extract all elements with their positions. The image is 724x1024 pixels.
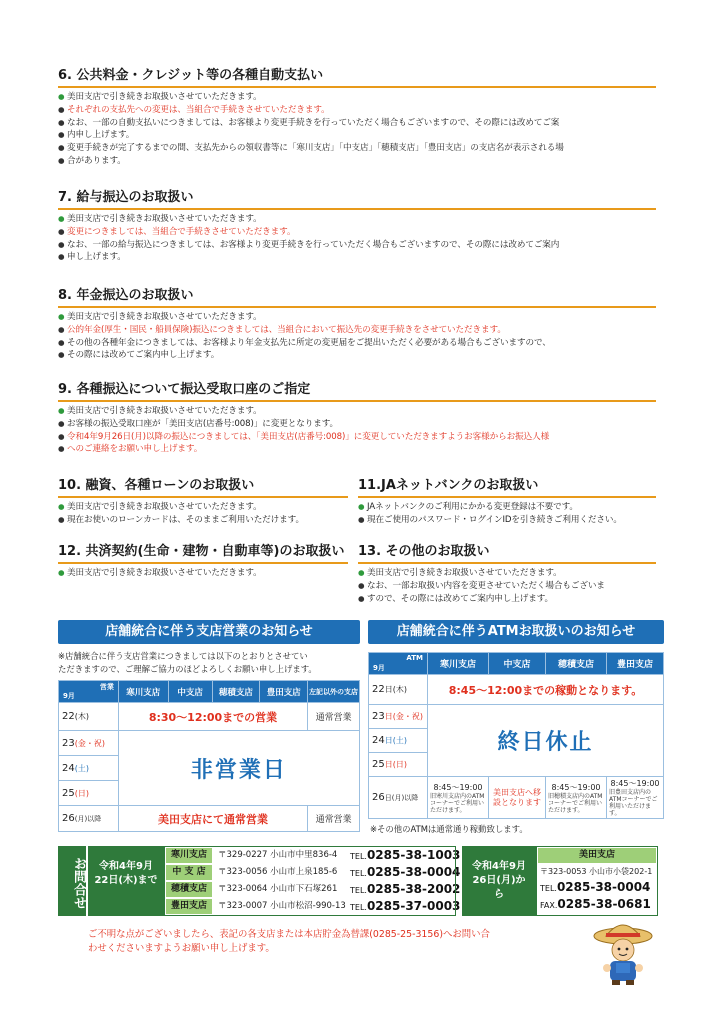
contact-period-2: 令和4年9月26日(月)から (462, 846, 536, 916)
section-7-title: 7. 給与振込のお取扱い (58, 186, 656, 210)
branch-notice-banner: 店舗統合に伴う支店営業のお知らせ (58, 620, 360, 644)
branch-notice-note (58, 650, 364, 675)
day-cell (369, 753, 428, 777)
section-13-title: 13. その他のお取扱い (358, 540, 656, 564)
closing-line-1: ご不明な点がございましたら、表記の各支店または本店貯金為替課(0285-25-3156)へお問い合 (88, 929, 490, 940)
list-item: ● 現在ご使用のパスワード・ログインIDを引き続きご利用ください。 (358, 514, 656, 527)
list-item: ● 変更につきましては、当組合で手続きさせていただきます。 (58, 226, 656, 239)
atm-cell-samukawa (428, 777, 489, 819)
header-cell: 穂積支店 (212, 681, 260, 703)
section-13 (358, 540, 656, 605)
contact-border (164, 846, 456, 916)
list-item-cont (58, 251, 656, 264)
section-9-title: 9. 各種振込について振込受取口座のご指定 (58, 378, 656, 402)
day-week: (木) (74, 712, 89, 721)
day-week: 日(日) (384, 760, 407, 769)
day-week: 日(月)以降 (384, 794, 419, 802)
normal-cell: 通常営業 (308, 806, 360, 832)
list-item: ● それぞれの支払先への変更は、当組合で手続きさせていただきます。 (58, 104, 656, 117)
list-item-text: 内申し上げます。 (67, 130, 135, 141)
list-item: ● 美田支店で引き続きお取扱いさせていただきます。 (58, 91, 656, 104)
section-7 (58, 186, 656, 264)
row22-text: 8:45〜12:00までの稼動となります。 (428, 675, 664, 705)
day-week: (土) (74, 763, 89, 773)
atm-cell-toyoda (607, 777, 664, 819)
note-line-1: ※店舗統合に伴う支店営業につきましては以下のとおりとさせてい (58, 651, 308, 661)
branch-schedule-table (58, 680, 360, 832)
branch-name: 寒川支店 (166, 848, 212, 863)
tel-label: TEL. (350, 852, 367, 861)
branch-name: 中 支 店 (166, 865, 212, 880)
contact-period-1: 令和4年9月22日(木)まで (88, 846, 164, 916)
atm-cell-hozumi (545, 777, 606, 819)
branch-address: 〒323-0056 小山市上泉185-6 (218, 867, 338, 877)
list-item: ● なお、一部の自動支払いにつきましては、お客様より変更手続きを行っていただく場合もございますので、その際には改めてご案 (58, 117, 656, 130)
corner-cell (369, 653, 428, 675)
list-item-cont (58, 443, 656, 456)
list-item: ● その他の各種年金につきましては、お客様より年金支払先に所定の変更届をご提出いただく必要がある場合もございますので、 (58, 337, 656, 350)
atm-time: 8:45〜19:00 (610, 779, 660, 788)
day-num: 23 (62, 737, 75, 749)
list-item: ● なお、一部の給与振込につきましては、お客様より変更手続きを行っていただく場合もございますので、その際には改めてご案内 (58, 239, 656, 252)
corner-top: ATM (406, 654, 423, 662)
tel-number: 0285-38-0004 (556, 880, 651, 894)
contact-side-label: お問合せ (58, 846, 86, 916)
day-num: 25 (372, 759, 385, 770)
list-item: ● 公的年金(厚生・国民・船員保険)振込につきましては、当組合において振込先の変更手続きをさせていただきます。 (58, 324, 656, 337)
atm-time: 8:45〜19:00 (551, 782, 601, 792)
section-11 (358, 474, 656, 527)
closing-line-2: わせくださいますようお願い申し上げます。 (88, 943, 275, 954)
list-item: ● なお、一部お取扱い内容を変更させていただく場合もございま (358, 580, 656, 593)
list-item-cont (58, 129, 656, 142)
row22-text: 8:30〜12:00までの営業 (118, 703, 307, 731)
section-10 (58, 474, 348, 527)
day-week: 日(土) (384, 736, 407, 745)
closed-cell: 終日休止 (428, 705, 664, 777)
atm-time: 8:45〜19:00 (433, 782, 483, 792)
corner-bottom: 9月 (63, 692, 75, 700)
tel-label: TEL. (350, 869, 367, 878)
fax-number: 0285-38-0681 (557, 897, 651, 911)
list-item: ● 美田支店で引き続きお取扱いさせていただきます。 (58, 501, 348, 514)
day-cell (59, 756, 119, 781)
branch-name: 穂積支店 (166, 882, 212, 897)
header-cell: 寒川支店 (118, 681, 168, 703)
corner-top: 営業 (99, 683, 114, 691)
note-line-2: ただきますので、ご理解ご協力のほどよろしくお願い申し上げます。 (58, 663, 317, 674)
tel-number: 0285-38-1003 (366, 848, 461, 862)
branch-address: 〒323-0064 小山市下石塚261 (218, 884, 338, 894)
tel-number: 0285-38-0004 (366, 865, 461, 879)
atm-desc: 旧穂積支店内のATMコーナーでご利用いただけます。 (547, 792, 603, 814)
contact-border-2 (536, 846, 658, 916)
corner-bottom: 9月 (373, 664, 385, 672)
section-8-title: 8. 年金振込のお取扱い (58, 284, 656, 308)
section-6-title: 6. 公共料金・クレジット等の各種自動支払い (58, 64, 656, 88)
section-12-title: 12. 共済契約(生命・建物・自動車等)のお取扱い (58, 540, 348, 564)
list-item-cont (58, 349, 656, 362)
list-item: ● 美田支店で引き続きお取扱いさせていただきます。 (58, 567, 348, 580)
list-item-text: へのご連絡をお願い申し上げます。 (67, 444, 203, 455)
list-item-text: 申し上げます。 (67, 252, 126, 263)
header-cell: 豊田支店 (607, 653, 664, 675)
day-cell (59, 731, 119, 756)
header-cell: 左記以外の支店 (308, 681, 360, 703)
closing-text (88, 928, 588, 956)
day-week: 日(木) (384, 685, 407, 694)
section-9 (58, 378, 656, 456)
header-cell: 穂積支店 (545, 653, 606, 675)
tel-label: TEL. (350, 886, 367, 895)
day-cell (59, 781, 119, 806)
header-cell: 中支店 (489, 653, 546, 675)
list-item: ● 美田支店で引き続きお取扱いさせていただきます。 (358, 567, 656, 580)
list-item: ● 現在お使いのローンカードは、そのままご利用いただけます。 (58, 514, 348, 527)
corner-cell (59, 681, 119, 703)
day-week: (日) (74, 788, 89, 798)
section-8 (58, 284, 656, 362)
day-week: 日(金・祝) (384, 712, 423, 721)
day-num: 26 (372, 792, 385, 803)
day-cell (369, 705, 428, 729)
list-item: ● 美田支店で引き続きお取扱いさせていただきます。 (58, 311, 656, 324)
day-cell (369, 777, 428, 819)
day-num: 26 (62, 813, 75, 824)
tel-label: TEL. (540, 884, 557, 893)
day-cell (59, 806, 119, 832)
list-item-cont (358, 593, 656, 606)
section-10-title: 10. 融資、各種ローンのお取扱い (58, 474, 348, 498)
list-item-text: すので、その際には改めてご案内申し上げます。 (367, 593, 554, 604)
section-11-title: 11.JAネットバンクのお取扱い (358, 474, 656, 498)
section-12 (58, 540, 348, 580)
list-item: ● お客様の振込受取口座が「美田支店(店番号:008)」に変更となります。 (58, 418, 656, 431)
list-item: ● 美田支店で引き続きお取扱いさせていただきます。 (58, 405, 656, 418)
list-item-cont (58, 155, 656, 168)
day-num: 25 (62, 787, 75, 799)
atm-desc: 旧寒川支店内のATMコーナーでご利用いただけます。 (430, 792, 485, 814)
day-num: 24 (372, 735, 385, 746)
mita-address: 〒323-0053 小山市小袋202-1 (540, 867, 653, 876)
day-week: (月)以降 (74, 815, 102, 823)
list-item: ● JAネットバンクのご利用にかかる変更登録は不要です。 (358, 501, 656, 514)
list-item: ● 変更手続きが完了するまでの間、支払先からの領収書等に「寒川支店」「中支店」「穂積支店」「豊田支店」の支店名が表示される場 (58, 142, 656, 155)
atm-schedule-table (368, 652, 664, 819)
branch-address: 〒329-0227 小山市中里836-4 (218, 850, 338, 860)
farmer-mascot-icon (592, 920, 654, 986)
atm-desc: 旧豊田支店内のATMコーナーでご利用いただけます。 (609, 789, 658, 817)
header-cell: 寒川支店 (428, 653, 489, 675)
day-num: 22 (62, 711, 75, 722)
day-week: (金・祝) (74, 738, 105, 748)
list-item: ● 美田支店で引き続きお取扱いさせていただきます。 (58, 213, 656, 226)
atm-footnote: ※その他のATMは通常通り稼動致します。 (370, 824, 528, 834)
day-num: 23 (372, 711, 385, 722)
list-item-text: 合があります。 (67, 155, 126, 166)
section-6 (58, 64, 656, 168)
tel-label: TEL. (350, 903, 367, 912)
day-cell (369, 729, 428, 753)
header-cell: 豊田支店 (260, 681, 308, 703)
mita-branch-name: 美田支店 (538, 848, 656, 863)
day-cell (369, 675, 428, 705)
header-cell: 中支店 (168, 681, 212, 703)
fax-label: FAX. (540, 901, 558, 910)
branch-address: 〒323-0007 小山市松沼-990-13 (218, 901, 346, 911)
row26-text: 美田支店にて通常営業 (118, 806, 307, 832)
closed-cell: 非営業日 (118, 731, 359, 806)
branch-name: 豊田支店 (166, 899, 212, 914)
day-num: 24 (62, 762, 75, 774)
atm-notice-banner: 店舗統合に伴うATMお取扱いのお知らせ (368, 620, 664, 644)
tel-number: 0285-38-2002 (366, 882, 461, 896)
tel-number: 0285-37-0003 (366, 899, 461, 913)
list-item: ● 令和4年9月26日(月)以降の振込につきましては、「美田支店(店番号:008)」に変更していただきますようお客様からお振込人様 (58, 431, 656, 444)
normal-cell: 通常営業 (308, 703, 360, 731)
day-cell (59, 703, 119, 731)
day-num: 22 (372, 684, 385, 695)
atm-cell-naka: 美田支店へ移設となります (489, 777, 546, 819)
list-item-text: その際には改めてご案内申し上げます。 (67, 350, 220, 361)
